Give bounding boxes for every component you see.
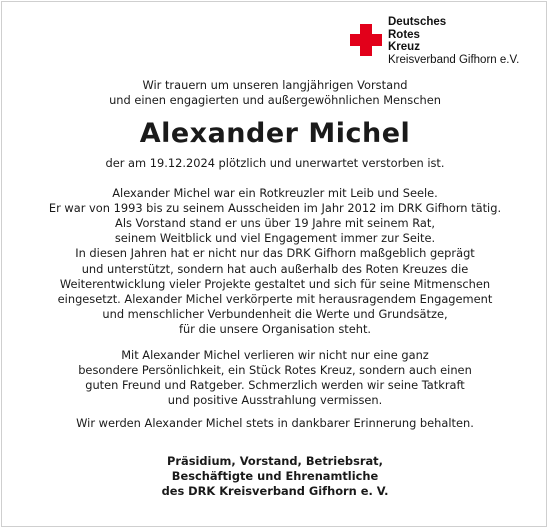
logo-text bbox=[388, 16, 519, 66]
body-line: für die unsere Organisation steht. bbox=[178, 322, 372, 337]
logo-line-3: Kreuz bbox=[388, 41, 420, 53]
signature-line: des DRK Kreisverband Gifhorn e. V. bbox=[161, 484, 389, 499]
closing-line: Wir werden Alexander Michel stets in dankbarer Erinnerung behalten. bbox=[76, 416, 474, 431]
body-line: Er war von 1993 bis zu seinem Ausscheiden im Jahr 2012 im DRK Gifhorn tätig. bbox=[48, 200, 502, 215]
body-line: besondere Persönlichkeit, ein Stück Rotes Kreuz, sondern auch einen bbox=[78, 362, 472, 377]
deceased-name: Alexander Michel bbox=[139, 118, 411, 150]
signature-line: Präsidium, Vorstand, Betriebsrat, bbox=[167, 453, 383, 468]
body-line: und unterstützt, sondern hat auch außerhalb des Roten Kreuzes die bbox=[81, 261, 469, 276]
body-line: guten Freund und Ratgeber. Schmerzlich werden wir seine Tatkraft bbox=[85, 378, 465, 393]
drk-logo bbox=[350, 16, 540, 68]
body-line: Weiterentwicklung vieler Projekte gestaltet und sich für seine Mitmenschen bbox=[59, 276, 491, 291]
body-line: Mit Alexander Michel verlieren wir nicht nur eine ganz bbox=[121, 347, 429, 362]
body-line: seinem Weitblick und viel Engagement immer zur Seite. bbox=[114, 231, 436, 246]
obituary-content bbox=[20, 78, 530, 499]
logo-line-4: Kreisverband Gifhorn e.V. bbox=[388, 53, 520, 66]
body-line: und menschlicher Verbundenheit die Werte und Grundsätze, bbox=[102, 307, 448, 322]
red-cross-icon bbox=[350, 24, 382, 56]
intro-line: und einen engagierten und außergewöhnlichen Menschen bbox=[109, 93, 441, 108]
signature-line: Beschäftigte und Ehrenamtliche bbox=[171, 468, 379, 483]
body-line: Alexander Michel war ein Rotkreuzler mit Leib und Seele. bbox=[112, 185, 438, 200]
death-line: der am 19.12.2024 plötzlich und unerwartet verstorben ist. bbox=[105, 156, 445, 171]
intro-line: Wir trauern um unseren langjährigen Vorstand bbox=[142, 78, 408, 92]
body-line: In diesen Jahren hat er nicht nur das DRK Gifhorn maßgeblich geprägt bbox=[75, 246, 475, 261]
body-line: eingesetzt. Alexander Michel verkörperte mit herausragendem Engagement bbox=[57, 292, 493, 307]
logo-line-2: Rotes bbox=[388, 28, 420, 41]
body-line: und positive Ausstrahlung vermissen. bbox=[167, 393, 383, 408]
logo-line-1: Deutsches bbox=[388, 16, 447, 28]
body-line: Als Vorstand stand er uns über 19 Jahre mit seinem Rat, bbox=[115, 216, 435, 231]
